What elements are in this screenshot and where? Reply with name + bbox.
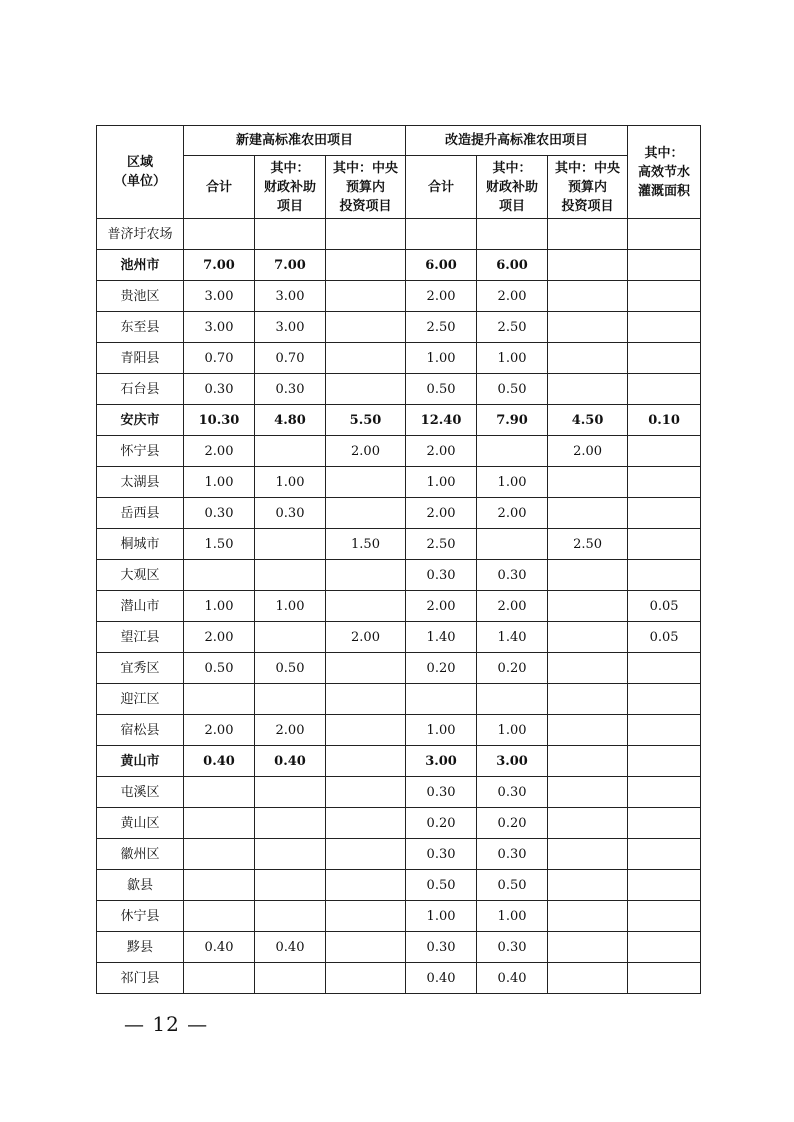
value-cell: 2.00 — [406, 498, 477, 529]
value-cell: 0.30 — [406, 560, 477, 591]
value-cell — [628, 932, 701, 963]
value-cell: 1.00 — [406, 467, 477, 498]
value-cell: 1.00 — [406, 715, 477, 746]
value-cell — [548, 684, 628, 715]
value-cell: 2.00 — [406, 591, 477, 622]
value-cell — [548, 498, 628, 529]
value-cell — [628, 560, 701, 591]
region-name-cell: 黄山市 — [97, 746, 184, 777]
value-cell — [326, 250, 406, 281]
region-name-cell: 青阳县 — [97, 343, 184, 374]
value-cell — [548, 901, 628, 932]
value-cell — [628, 808, 701, 839]
table-row — [97, 715, 701, 746]
table-row — [97, 560, 701, 591]
table-row — [97, 870, 701, 901]
value-cell: 4.80 — [255, 405, 326, 436]
table-row — [97, 467, 701, 498]
value-cell — [184, 808, 255, 839]
value-cell: 1.00 — [477, 901, 548, 932]
value-cell: 1.00 — [477, 467, 548, 498]
value-cell — [628, 870, 701, 901]
value-cell: 1.00 — [406, 343, 477, 374]
value-cell — [326, 777, 406, 808]
region-name-cell: 徽州区 — [97, 839, 184, 870]
value-cell — [326, 281, 406, 312]
value-cell: 0.05 — [628, 591, 701, 622]
header-region: 区域 （单位） — [97, 126, 184, 219]
value-cell: 0.50 — [477, 374, 548, 405]
value-cell — [548, 932, 628, 963]
value-cell: 0.50 — [184, 653, 255, 684]
header-new-total: 合计 — [184, 156, 255, 219]
table-row — [97, 343, 701, 374]
value-cell — [184, 870, 255, 901]
value-cell: 5.50 — [326, 405, 406, 436]
table-body — [97, 219, 701, 994]
value-cell: 2.00 — [184, 436, 255, 467]
region-name-cell: 歙县 — [97, 870, 184, 901]
value-cell: 3.00 — [184, 281, 255, 312]
value-cell — [406, 684, 477, 715]
value-cell — [548, 622, 628, 653]
value-cell — [326, 808, 406, 839]
value-cell: 0.30 — [477, 777, 548, 808]
table-row — [97, 932, 701, 963]
region-name-cell: 大观区 — [97, 560, 184, 591]
value-cell — [628, 653, 701, 684]
value-cell — [628, 715, 701, 746]
value-cell — [548, 870, 628, 901]
region-name-cell: 安庆市 — [97, 405, 184, 436]
region-name-cell: 桐城市 — [97, 529, 184, 560]
value-cell: 3.00 — [255, 281, 326, 312]
value-cell: 0.50 — [406, 870, 477, 901]
value-cell — [548, 777, 628, 808]
value-cell — [326, 901, 406, 932]
value-cell: 7.00 — [255, 250, 326, 281]
region-name-cell: 祁门县 — [97, 963, 184, 994]
value-cell: 0.30 — [255, 374, 326, 405]
value-cell: 1.00 — [184, 467, 255, 498]
region-name-cell: 怀宁县 — [97, 436, 184, 467]
table-row — [97, 219, 701, 250]
value-cell — [548, 963, 628, 994]
header-upgrade-central: 其中：中央 预算内 投资项目 — [548, 156, 628, 219]
value-cell — [255, 219, 326, 250]
value-cell: 2.00 — [326, 436, 406, 467]
value-cell — [628, 963, 701, 994]
allocation-table — [96, 125, 701, 994]
value-cell: 3.00 — [184, 312, 255, 343]
value-cell — [548, 250, 628, 281]
table-row — [97, 746, 701, 777]
value-cell — [477, 219, 548, 250]
value-cell: 0.40 — [184, 932, 255, 963]
value-cell — [255, 436, 326, 467]
value-cell — [628, 529, 701, 560]
value-cell — [628, 219, 701, 250]
value-cell: 10.30 — [184, 405, 255, 436]
table-row — [97, 622, 701, 653]
value-cell: 2.00 — [184, 622, 255, 653]
value-cell: 2.50 — [406, 312, 477, 343]
value-cell — [255, 560, 326, 591]
header-new-central: 其中：中央 预算内 投资项目 — [326, 156, 406, 219]
value-cell — [255, 808, 326, 839]
value-cell: 3.00 — [255, 312, 326, 343]
header-upgrade-total: 合计 — [406, 156, 477, 219]
page-number: — 12 — — [124, 1012, 209, 1036]
value-cell: 2.00 — [184, 715, 255, 746]
value-cell — [255, 870, 326, 901]
value-cell — [628, 777, 701, 808]
value-cell: 2.50 — [477, 312, 548, 343]
value-cell — [255, 963, 326, 994]
table-row — [97, 963, 701, 994]
value-cell: 0.20 — [477, 808, 548, 839]
value-cell — [628, 498, 701, 529]
table-row — [97, 250, 701, 281]
value-cell: 0.30 — [184, 498, 255, 529]
table-row — [97, 901, 701, 932]
value-cell: 2.00 — [326, 622, 406, 653]
table-row — [97, 777, 701, 808]
value-cell: 2.00 — [477, 591, 548, 622]
value-cell — [255, 777, 326, 808]
value-cell — [548, 591, 628, 622]
region-name-cell: 黟县 — [97, 932, 184, 963]
value-cell — [628, 839, 701, 870]
value-cell — [548, 839, 628, 870]
table-row — [97, 405, 701, 436]
value-cell: 2.00 — [406, 281, 477, 312]
value-cell: 0.20 — [406, 808, 477, 839]
value-cell: 1.50 — [326, 529, 406, 560]
value-cell — [548, 343, 628, 374]
value-cell — [628, 436, 701, 467]
region-name-cell: 岳西县 — [97, 498, 184, 529]
table-row — [97, 281, 701, 312]
value-cell: 1.50 — [184, 529, 255, 560]
value-cell: 1.00 — [406, 901, 477, 932]
value-cell: 2.50 — [406, 529, 477, 560]
value-cell — [628, 746, 701, 777]
value-cell — [326, 653, 406, 684]
value-cell — [255, 901, 326, 932]
value-cell: 4.50 — [548, 405, 628, 436]
value-cell: 7.90 — [477, 405, 548, 436]
value-cell: 0.50 — [255, 653, 326, 684]
region-name-cell: 望江县 — [97, 622, 184, 653]
table-row — [97, 436, 701, 467]
region-name-cell: 潜山市 — [97, 591, 184, 622]
value-cell: 6.00 — [477, 250, 548, 281]
value-cell — [548, 467, 628, 498]
region-name-cell: 迎江区 — [97, 684, 184, 715]
header-upgrade-projects: 改造提升高标准农田项目 — [406, 126, 628, 156]
value-cell — [548, 312, 628, 343]
value-cell — [326, 870, 406, 901]
value-cell — [326, 560, 406, 591]
value-cell: 1.00 — [255, 591, 326, 622]
value-cell: 2.00 — [255, 715, 326, 746]
region-name-cell: 休宁县 — [97, 901, 184, 932]
table-row — [97, 591, 701, 622]
value-cell: 0.30 — [406, 839, 477, 870]
value-cell: 0.10 — [628, 405, 701, 436]
value-cell: 7.00 — [184, 250, 255, 281]
table-row — [97, 653, 701, 684]
value-cell: 1.00 — [255, 467, 326, 498]
value-cell: 2.00 — [477, 498, 548, 529]
table-row — [97, 808, 701, 839]
value-cell — [628, 312, 701, 343]
value-cell — [548, 715, 628, 746]
value-cell — [326, 343, 406, 374]
region-name-cell: 屯溪区 — [97, 777, 184, 808]
value-cell — [326, 498, 406, 529]
value-cell — [326, 932, 406, 963]
value-cell: 0.40 — [477, 963, 548, 994]
value-cell — [548, 808, 628, 839]
region-name-cell: 石台县 — [97, 374, 184, 405]
value-cell — [628, 374, 701, 405]
value-cell — [326, 591, 406, 622]
value-cell: 0.20 — [477, 653, 548, 684]
table-row — [97, 374, 701, 405]
value-cell — [326, 715, 406, 746]
value-cell — [184, 219, 255, 250]
value-cell — [477, 529, 548, 560]
value-cell — [628, 343, 701, 374]
value-cell — [548, 281, 628, 312]
value-cell — [184, 777, 255, 808]
value-cell: 1.40 — [477, 622, 548, 653]
value-cell — [326, 746, 406, 777]
value-cell — [255, 839, 326, 870]
value-cell — [548, 746, 628, 777]
region-name-cell: 太湖县 — [97, 467, 184, 498]
header-new-fiscal: 其中： 财政补助 项目 — [255, 156, 326, 219]
value-cell: 0.30 — [406, 932, 477, 963]
value-cell: 2.00 — [477, 281, 548, 312]
table-row — [97, 312, 701, 343]
value-cell — [326, 374, 406, 405]
value-cell: 0.40 — [255, 746, 326, 777]
table-row — [97, 684, 701, 715]
value-cell: 2.00 — [406, 436, 477, 467]
value-cell — [184, 963, 255, 994]
value-cell: 2.50 — [548, 529, 628, 560]
value-cell — [184, 901, 255, 932]
value-cell — [326, 963, 406, 994]
value-cell — [628, 684, 701, 715]
value-cell — [406, 219, 477, 250]
value-cell: 0.30 — [477, 932, 548, 963]
value-cell — [628, 281, 701, 312]
header-new-projects: 新建高标准农田项目 — [184, 126, 406, 156]
value-cell: 0.40 — [184, 746, 255, 777]
value-cell: 0.30 — [184, 374, 255, 405]
value-cell — [548, 653, 628, 684]
table-row — [97, 839, 701, 870]
value-cell — [628, 901, 701, 932]
region-name-cell: 贵池区 — [97, 281, 184, 312]
region-name-cell: 普济圩农场 — [97, 219, 184, 250]
table-row — [97, 498, 701, 529]
value-cell: 1.00 — [477, 343, 548, 374]
region-name-cell: 东至县 — [97, 312, 184, 343]
region-name-cell: 池州市 — [97, 250, 184, 281]
region-name-cell: 宿松县 — [97, 715, 184, 746]
value-cell — [326, 839, 406, 870]
value-cell — [326, 219, 406, 250]
value-cell — [548, 374, 628, 405]
value-cell: 1.00 — [477, 715, 548, 746]
value-cell: 0.20 — [406, 653, 477, 684]
value-cell: 12.40 — [406, 405, 477, 436]
value-cell — [326, 467, 406, 498]
value-cell: 0.30 — [477, 560, 548, 591]
value-cell: 6.00 — [406, 250, 477, 281]
value-cell — [184, 684, 255, 715]
value-cell: 0.70 — [184, 343, 255, 374]
value-cell — [255, 684, 326, 715]
value-cell: 0.30 — [255, 498, 326, 529]
value-cell: 3.00 — [477, 746, 548, 777]
value-cell — [184, 560, 255, 591]
value-cell: 0.40 — [255, 932, 326, 963]
value-cell: 0.50 — [406, 374, 477, 405]
header-irrigation-area: 其中： 高效节水 灌溉面积 — [628, 126, 701, 219]
value-cell — [548, 219, 628, 250]
value-cell — [326, 684, 406, 715]
value-cell: 1.40 — [406, 622, 477, 653]
value-cell — [548, 560, 628, 591]
region-name-cell: 黄山区 — [97, 808, 184, 839]
value-cell: 1.00 — [184, 591, 255, 622]
table-row — [97, 529, 701, 560]
value-cell: 0.30 — [477, 839, 548, 870]
value-cell: 0.50 — [477, 870, 548, 901]
value-cell — [477, 684, 548, 715]
value-cell — [326, 312, 406, 343]
value-cell: 3.00 — [406, 746, 477, 777]
value-cell: 2.00 — [548, 436, 628, 467]
region-name-cell: 宜秀区 — [97, 653, 184, 684]
value-cell — [255, 529, 326, 560]
value-cell: 0.40 — [406, 963, 477, 994]
value-cell — [628, 467, 701, 498]
value-cell: 0.30 — [406, 777, 477, 808]
value-cell — [477, 436, 548, 467]
value-cell — [255, 622, 326, 653]
value-cell — [184, 839, 255, 870]
value-cell: 0.70 — [255, 343, 326, 374]
value-cell: 0.05 — [628, 622, 701, 653]
header-upgrade-fiscal: 其中： 财政补助 项目 — [477, 156, 548, 219]
value-cell — [628, 250, 701, 281]
